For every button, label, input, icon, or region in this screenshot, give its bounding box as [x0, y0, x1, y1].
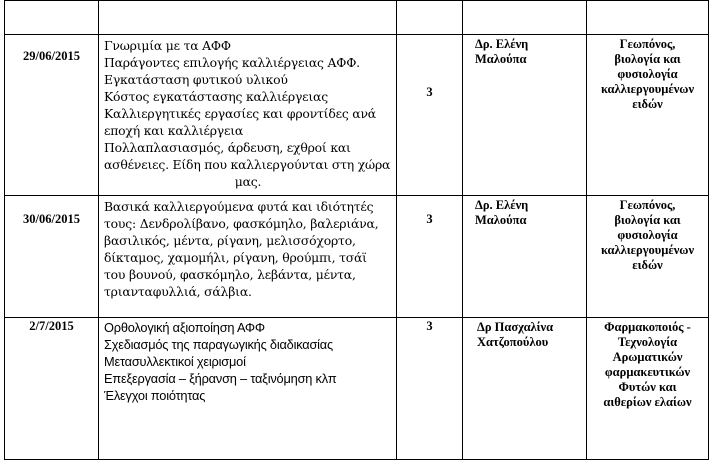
lecturer-line: Χατζοπούλου: [477, 335, 549, 349]
specialty-line: καλλιεργουμένων: [600, 82, 695, 96]
topic-line: Εγκατάσταση φυτικού υλικού: [104, 72, 288, 87]
session-date: 2/7/2015: [29, 319, 74, 333]
lecturer-cell: [463, 318, 587, 460]
topic-line: βασιλικός, μέντα, ρίγανη, μελισσόχορτο,: [104, 233, 356, 248]
topic-cell: [99, 35, 397, 196]
topic-line: Ορθολογική αξιοποίηση ΑΦΦ: [104, 320, 265, 335]
date-cell: [5, 35, 99, 196]
topic-cell: [99, 196, 397, 318]
lecturer-line: Δρ Πασχαλίνα: [477, 320, 554, 334]
lecturer-line: Δρ. Ελένη: [475, 37, 529, 51]
topic-line: Καλλιεργητικές εργασίες και φροντίδες ανά: [104, 106, 376, 121]
hours-cell: [397, 318, 463, 460]
specialty-cell: [587, 318, 709, 460]
session-hours: 3: [426, 319, 433, 333]
topic-line: Μετασυλλεκτικοί χειρισμοί: [104, 354, 246, 369]
specialty-line: φυσιολογία: [617, 228, 678, 242]
date-cell: [5, 196, 99, 318]
topic-line: ασθένειες. Είδη που καλλιεργούνται στη χώρα: [104, 157, 391, 172]
specialty-line: Φαρμακοποιός -: [604, 320, 691, 334]
hours-cell: [397, 1, 463, 35]
date-cell: [5, 318, 99, 460]
specialty-line: Αρωματικών: [612, 350, 683, 364]
topic-line: Βασικά καλλιεργούμενα φυτά και ιδιότητές: [104, 199, 374, 214]
specialty-cell: [587, 1, 709, 35]
topic-cell: [99, 318, 397, 460]
session-date: 30/06/2015: [23, 212, 80, 226]
topic-line: Γνωριμία με τα ΑΦΦ: [104, 38, 231, 53]
specialty-line: φυσιολογία: [617, 67, 678, 81]
table-row: [5, 318, 709, 460]
lecturer-line: Μαλούπα: [475, 52, 527, 66]
specialty-line: Γεωπόνος,: [619, 37, 676, 51]
lecturer-cell: [463, 1, 587, 35]
topic-cell: [99, 1, 397, 35]
lecturer-line: Δρ. Ελένη: [475, 198, 529, 212]
table-row: [5, 196, 709, 318]
topic-line: Πολλαπλασιασμός, άρδευση, εχθροί και: [104, 140, 351, 155]
lecturer-cell: [463, 196, 587, 318]
specialty-line: φαρμακευτικών: [604, 365, 691, 379]
lecturer-cell: [463, 35, 587, 196]
specialty-line: καλλιεργουμένων: [600, 243, 695, 257]
session-hours: 3: [426, 212, 433, 226]
table-row: [5, 35, 709, 196]
hours-cell: [397, 35, 463, 196]
specialty-line: βιολογία και: [614, 52, 681, 66]
specialty-line: Γεωπόνος,: [619, 198, 676, 212]
topic-line: Σχεδιασμός της παραγωγικής διαδικασίας: [104, 337, 333, 352]
specialty-cell: [587, 196, 709, 318]
topic-line: τριανταφυλλιά, σάλβια.: [104, 284, 252, 299]
topic-line: Κόστος εγκατάστασης καλλιέργειας: [104, 89, 328, 104]
topic-line: Έλεγχοι ποιότητας: [104, 388, 206, 403]
specialty-line: Φυτών και: [618, 380, 677, 394]
schedule-table: [4, 0, 709, 460]
topic-line: μας.: [234, 174, 262, 189]
specialty-line: ειδών: [632, 97, 663, 111]
topic-line: Παράγοντες επιλογής καλλιέργειας ΑΦΦ.: [104, 55, 360, 70]
lecturer-line: Μαλούπα: [475, 213, 527, 227]
specialty-cell: [587, 35, 709, 196]
hours-cell: [397, 196, 463, 318]
topic-line: εποχή και καλλιέργεια: [104, 123, 244, 138]
table-row: [5, 1, 709, 35]
specialty-line: ειδών: [632, 258, 663, 272]
session-hours: 3: [426, 85, 433, 99]
session-date: 29/06/2015: [23, 49, 80, 63]
topic-line: τους: Δενδρολίβανο, φασκόμηλο, βαλεριάνα,: [104, 216, 379, 231]
specialty-line: βιολογία και: [614, 213, 681, 227]
topic-line: Επεξεργασία – ξήρανση – ταξινόμηση κλπ: [104, 371, 337, 386]
topic-line: δίκταμος, χαμομήλι, ρίγανη, θρούμπι, τσάϊ: [104, 250, 367, 265]
date-cell: [5, 1, 99, 35]
topic-line: του βουνού, φασκόμηλο, λεβάντα, μέντα,: [104, 267, 356, 282]
specialty-line: αιθερίων ελαίων: [603, 395, 692, 409]
specialty-line: Τεχνολογία: [617, 335, 678, 349]
